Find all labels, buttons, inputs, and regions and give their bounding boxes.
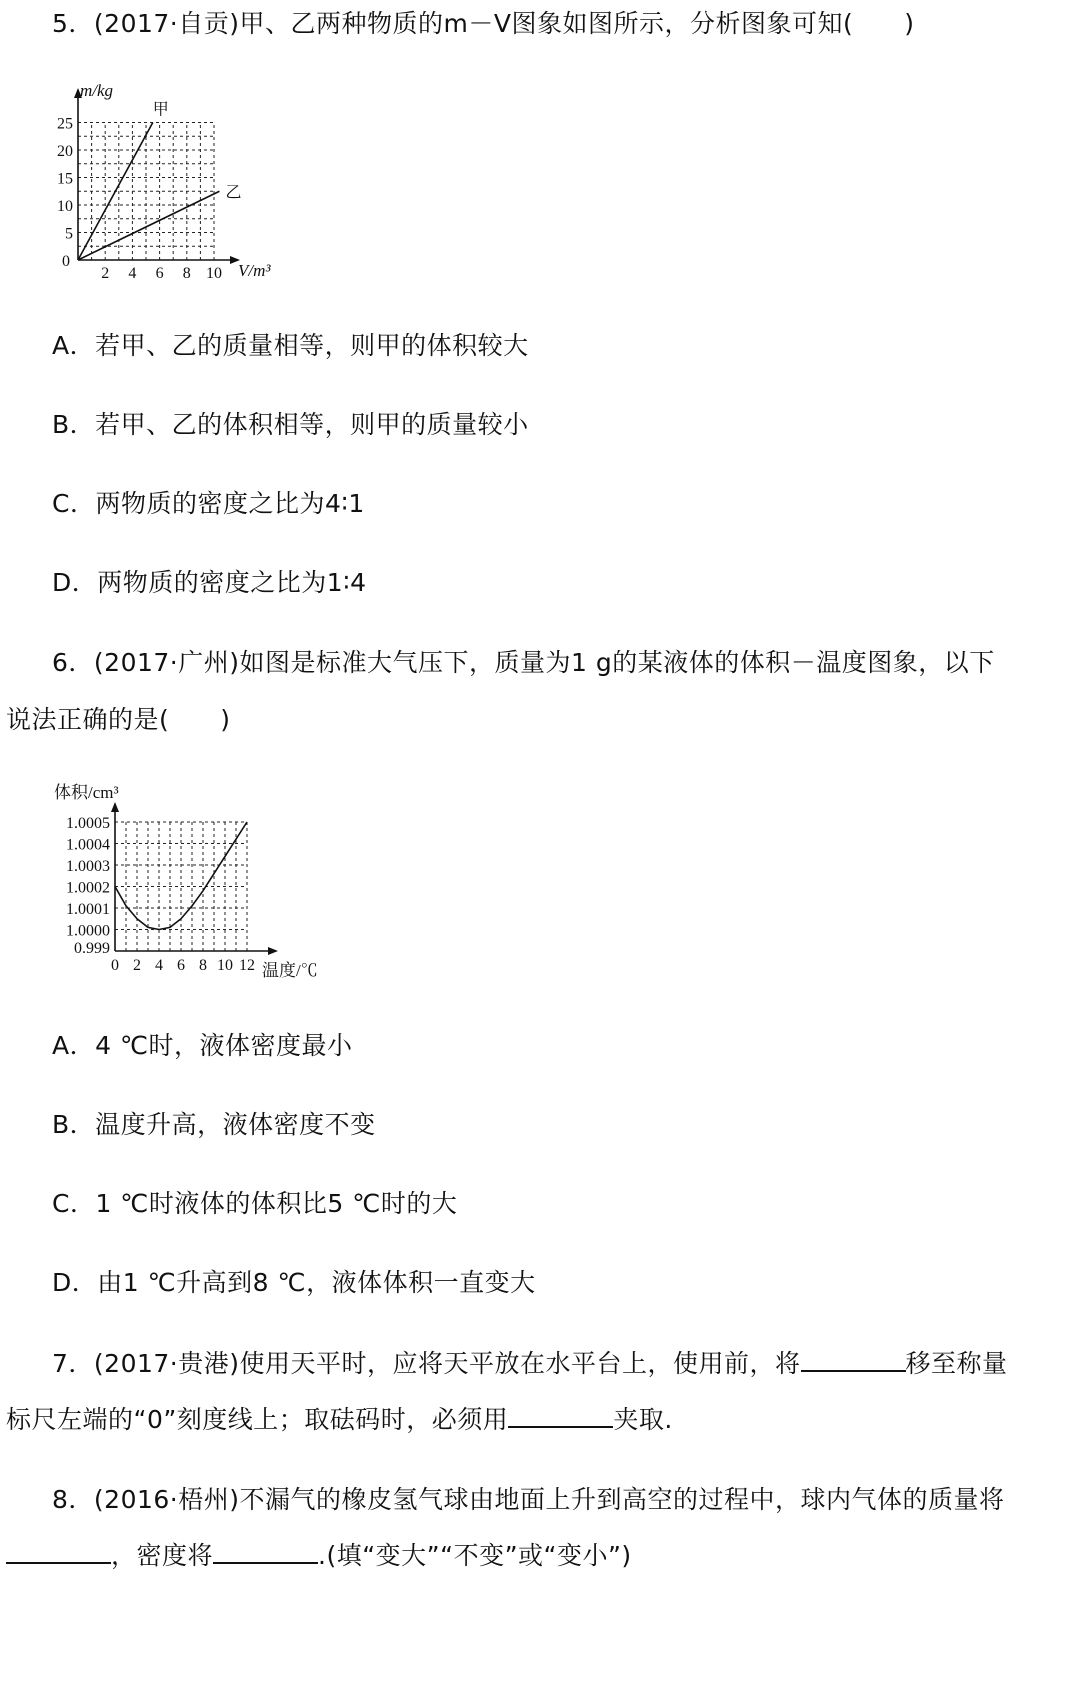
q7-line1 xyxy=(52,1344,1008,1380)
c2-y-tick-label: 1.0000 xyxy=(66,922,110,940)
c2-x-tick-label: 6 xyxy=(177,957,185,974)
c2-axes xyxy=(111,802,278,955)
c1-x-tick-label: 8 xyxy=(182,265,191,282)
c1-y-tick-label: 5 xyxy=(65,225,73,243)
q7-text-2: 移至称量 xyxy=(905,1349,1008,1378)
q5-stem: 5．(2017·自贡)甲、乙两种物质的m－V图象如图所示，分析图象可知( ) xyxy=(52,9,915,38)
q6-stem-line2: 说法正确的是( ) xyxy=(6,705,231,734)
c2-y-tick-label: 0.999 xyxy=(74,940,110,957)
c1-y-tick-label: 25 xyxy=(57,115,73,133)
c1-origin-label: 0 xyxy=(62,253,70,270)
c2-x-tick-label: 0 xyxy=(111,957,119,974)
c2-grid xyxy=(115,822,247,951)
c2-x-tick-label: 10 xyxy=(217,957,233,974)
c1-series-line-0 xyxy=(78,123,153,261)
q8-text-2: ，密度将 xyxy=(111,1541,214,1570)
c1-x-tick-label: 6 xyxy=(155,265,164,282)
q8-line1: 8．(2016·梧州)不漏气的橡皮氢气球由地面上升到高空的过程中，球内气体的质量将 xyxy=(52,1485,1005,1514)
c1-y-tick-label: 15 xyxy=(57,170,73,188)
q8-blank-2[interactable] xyxy=(213,1538,318,1564)
c1-x-tick-label: 4 xyxy=(128,265,137,282)
q8-text-3: .(填“变大”“不变”或“变小”) xyxy=(318,1541,632,1570)
q5-option-c: C．两物质的密度之比为4∶1 xyxy=(52,489,365,518)
q6-option-b: B．温度升高，液体密度不变 xyxy=(52,1110,376,1139)
c1-series-line-1 xyxy=(78,191,219,260)
c1-ylabel: m/kg xyxy=(80,81,114,100)
c2-x-tick-label: 4 xyxy=(155,957,163,974)
c2-y-tick-label: 1.0005 xyxy=(66,815,110,832)
q7-text-1: 7．(2017·贵港)使用天平时，应将天平放在水平台上，使用前，将 xyxy=(52,1349,801,1378)
q7-blank-2[interactable] xyxy=(508,1402,613,1428)
q8-line2 xyxy=(6,1536,632,1572)
c2-x-tick-label: 8 xyxy=(199,957,207,974)
c1-x-tick-label: 2 xyxy=(101,265,110,282)
c2-x-tick-label: 12 xyxy=(239,957,255,974)
c1-xlabel: V/m³ xyxy=(238,261,271,280)
q7-text-3: 标尺左端的“0”刻度线上；取砝码时，必须用 xyxy=(6,1405,509,1434)
c2-y-tick-label: 1.0003 xyxy=(66,858,110,875)
q5-option-d: D．两物质的密度之比为1∶4 xyxy=(52,568,367,597)
c2-y-tick-label: 1.0004 xyxy=(66,836,110,854)
c2-y-tick-label: 1.0002 xyxy=(66,879,110,897)
q7-text-4: 夹取. xyxy=(613,1405,673,1434)
c2-ylabel: 体积/cm³ xyxy=(54,783,119,802)
c1-grid xyxy=(78,123,214,261)
q7-line2 xyxy=(6,1400,673,1436)
q8-blank-1[interactable] xyxy=(6,1538,111,1564)
q5-option-a: A．若甲、乙的质量相等，则甲的体积较大 xyxy=(52,331,529,360)
c2-y-tick-label: 1.0001 xyxy=(66,901,110,918)
c1-series-label-1: 乙 xyxy=(225,184,242,202)
c2-x-tick-label: 2 xyxy=(133,957,141,974)
volume-temperature-chart xyxy=(40,776,370,996)
c2-x-arrow xyxy=(268,947,278,955)
mass-volume-chart xyxy=(40,72,300,292)
q7-blank-1[interactable] xyxy=(801,1346,906,1372)
q6-option-c: C．1 ℃时液体的体积比5 ℃时的大 xyxy=(52,1189,458,1218)
c2-xlabel: 温度/℃ xyxy=(262,961,318,980)
q6-option-a: A．4 ℃时，液体密度最小 xyxy=(52,1031,353,1060)
c1-y-tick-label: 10 xyxy=(57,198,73,215)
c1-y-tick-label: 20 xyxy=(57,143,73,160)
c2-y-arrow xyxy=(111,802,119,812)
q6-option-d: D．由1 ℃升高到8 ℃，液体体积一直变大 xyxy=(52,1268,536,1297)
q5-option-b: B．若甲、乙的体积相等，则甲的质量较小 xyxy=(52,410,529,439)
c1-series-label-0: 甲 xyxy=(152,101,169,119)
c1-x-tick-label: 10 xyxy=(206,265,222,282)
q6-stem-line1: 6．(2017·广州)如图是标准大气压下，质量为1 g的某液体的体积－温度图象，以下 xyxy=(52,648,995,677)
